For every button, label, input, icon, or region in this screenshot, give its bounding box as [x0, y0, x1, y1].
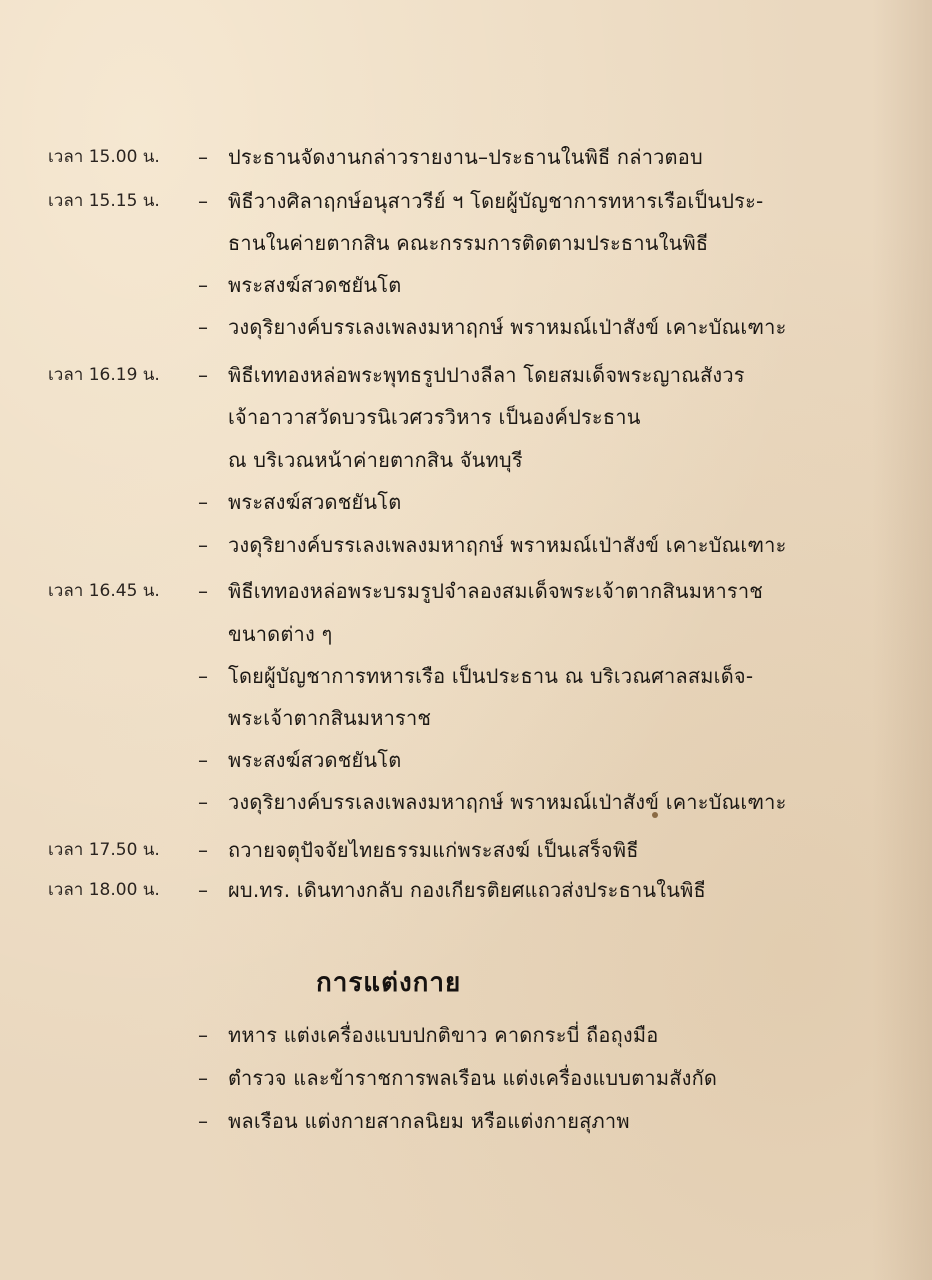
schedule-dash: –	[198, 189, 208, 213]
schedule-text: ณ บริเวณหน้าค่ายตากสิน จันทบุรี	[228, 448, 523, 472]
schedule-time: เวลา 18.00 น.	[48, 880, 160, 900]
schedule-text: วงดุริยางค์บรรเลงเพลงมหาฤกษ์ พราหมณ์เป่าสังข์ เคาะบัณเฑาะ	[228, 315, 787, 339]
schedule-text: ถวายจตุปัจจัยไทยธรรมแก่พระสงฆ์ เป็นเสร็จพิธี	[228, 838, 639, 862]
schedule-dash: –	[198, 273, 208, 297]
dress-code-dash: –	[198, 1066, 208, 1090]
schedule-dash: –	[198, 878, 208, 902]
schedule-text: พิธีวางศิลาฤกษ์อนุสาวรีย์ ฯ โดยผู้บัญชาการทหารเรือเป็นประ-	[228, 189, 764, 213]
schedule-text: พระสงฆ์สวดชยันโต	[228, 748, 402, 772]
schedule-text: เจ้าอาวาสวัดบวรนิเวศวรวิหาร เป็นองค์ประธาน	[228, 405, 641, 429]
schedule-dash: –	[198, 838, 208, 862]
dress-code-dash: –	[198, 1023, 208, 1047]
schedule-text: พิธีเททองหล่อพระบรมรูปจำลองสมเด็จพระเจ้าตากสินมหาราช	[228, 579, 764, 603]
schedule-text: ขนาดต่าง ๆ	[228, 622, 333, 646]
schedule-time: เวลา 17.50 น.	[48, 840, 160, 860]
schedule-dash: –	[198, 145, 208, 169]
schedule-text: พระสงฆ์สวดชยันโต	[228, 273, 402, 297]
schedule-dash: –	[198, 748, 208, 772]
dress-code-text: พลเรือน แต่งกายสากลนิยม หรือแต่งกายสุภาพ	[228, 1109, 630, 1133]
schedule-time: เวลา 16.19 น.	[48, 365, 160, 385]
schedule-text: โดยผู้บัญชาการทหารเรือ เป็นประธาน ณ บริเวณศาลสมเด็จ-	[228, 664, 754, 688]
schedule-text: ผบ.ทร. เดินทางกลับ กองเกียรติยศแถวส่งประธานในพิธี	[228, 878, 706, 902]
schedule-time: เวลา 15.15 น.	[48, 191, 160, 211]
schedule-dash: –	[198, 533, 208, 557]
dress-code-text: ทหาร แต่งเครื่องแบบปกติขาว คาดกระบี่ ถือถุงมือ	[228, 1023, 659, 1047]
schedule-dash: –	[198, 579, 208, 603]
schedule-time: เวลา 15.00 น.	[48, 147, 160, 167]
page-edge-shadow	[872, 0, 932, 1280]
schedule-text: ธานในค่ายตากสิน คณะกรรมการติดตามประธานในพิธี	[228, 231, 709, 255]
schedule-dash: –	[198, 790, 208, 814]
schedule-text: ประธานจัดงานกล่าวรายงาน–ประธานในพิธี กล่าวตอบ	[228, 145, 703, 169]
schedule-text: วงดุริยางค์บรรเลงเพลงมหาฤกษ์ พราหมณ์เป่าสังข์ เคาะบัณเฑาะ	[228, 533, 787, 557]
dress-code-text: ตำรวจ และข้าราชการพลเรือน แต่งเครื่องแบบตามสังกัด	[228, 1066, 718, 1090]
schedule-text: พระสงฆ์สวดชยันโต	[228, 490, 402, 514]
dress-code-dash: –	[198, 1109, 208, 1133]
schedule-dash: –	[198, 315, 208, 339]
schedule-dash: –	[198, 664, 208, 688]
schedule-text: พระเจ้าตากสินมหาราช	[228, 706, 432, 730]
schedule-dash: –	[198, 490, 208, 514]
schedule-text: วงดุริยางค์บรรเลงเพลงมหาฤกษ์ พราหมณ์เป่าสังข์ เคาะบัณเฑาะ	[228, 790, 787, 814]
schedule-text: พิธีเททองหล่อพระพุทธรูปปางลีลา โดยสมเด็จพระญาณสังวร	[228, 363, 745, 387]
schedule-time: เวลา 16.45 น.	[48, 581, 160, 601]
dress-code-heading: การแต่งกาย	[316, 968, 462, 998]
schedule-dash: –	[198, 363, 208, 387]
